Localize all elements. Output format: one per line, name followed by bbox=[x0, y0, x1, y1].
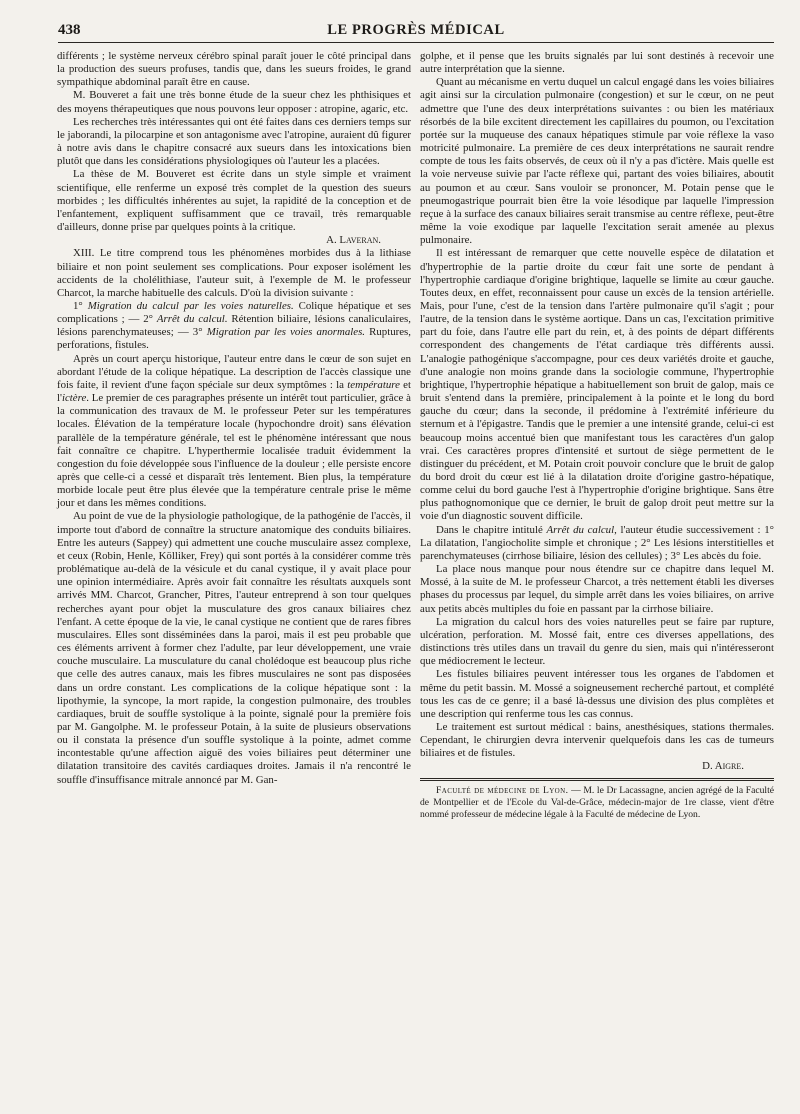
page-header bbox=[58, 22, 774, 43]
paragraph: golphe, et il pense que les bruits signalés par lui sont destinés à recevoir une autre interprétation que la sienne. bbox=[420, 50, 774, 76]
page-number: 438 bbox=[58, 22, 81, 38]
paragraph: Quant au mécanisme en vertu duquel un calcul engagé dans les voies biliaires agit ainsi sur la circulation pulmonaire (congestion) et sur le cœur, on ne peut admettre que l'une des deux interprétations suivantes : ou bien les matériaux résorbés de la bile excitent directement les capillaires du poumon, ou l'excitation portée sur la muqueuse des canaux hépatiques stimule par voie réflexe la vaso motricité pulmonaire. La première de ces deux interprétations ne saurait rendre compte de tous les faits observés, de ceux où il n'y a pas d'ictère. Mais quelle est la voie nerveuse suivie par l'acte réflexe qui, partant des voies biliaires, aboutit au poumon et au cœur. Sans vouloir se prononcer, M. Potain pense que le pneumogastrique pourrait bien être la voie lésodique par laquelle l'impression reçue à la surface des canaux biliaires serait transmise au centre réflexe, peut-être même la voie exodique par laquelle l'excitation serait amenée au plexus pulmonaire. bbox=[420, 76, 774, 247]
italic-text: ictère bbox=[61, 392, 87, 405]
news-item bbox=[420, 785, 774, 821]
italic-text: Migration du calcul par les voies naturelles. bbox=[87, 299, 294, 312]
paragraph: Au point de vue de la physiologie pathologique, de la pathogénie de l'accès, il importe tout d'abord de connaître la structure anatomique des conduits biliaires. Entre les auteurs (Sappey) qui admettent une couche musculaire assez complexe, et ceux (Robin, Henle, Kölliker, Frey) qui sont portés à la considérer comme très problématique au-delà de la vésicule et du canal cystique, il y avait place pour une opinion intermédiaire. Après avoir fait connaître les résultats auxquels sont arrivés MM. Charcot, Grancher, Pitres, l'auteur entreprend à son tour quelques recherches ayant pour objet la musculature des gros canaux biliaires chez l'enfant. A cette époque de la vie, le canal cystique ne contient que de rares fibres musculaires. Elles sont disséminées dans la paroi, mais il est peu probable que ces éléments arrivent à former chez l'adulte, par leur développement, une vraie couche musculaire. La musculature du canal cholédoque est beaucoup plus riche que celle des autres canaux, mais les fibres musculaires ne sont pas disposées dans un ordre constant. Les complications de la colique hépatique sont : la lipothymie, la syncope, la mort rapide, la congestion pulmonaire, des troubles cardiaques, bruit de souffle systolique à la pointe, signalé pour la première fois par M. Gangolphe. M. le professeur Potain, à la suite de plusieurs observations ou il constata la présence d'un souffle systolique à la pointe, admet comme incontestable qu'une affection aiguë des voies biliaires peut déterminer une dilatation transitoire des cavités cardiaques droites. Jamais il n'a rencontré le souffle d'insuffisance mitrale annoncé par M. Gan- bbox=[57, 510, 411, 786]
paragraph: La migration du calcul hors des voies naturelles peut se faire par rupture, ulcération, perforation. M. Mossé fait, entre ces diverses appellations, des distinctions très utiles dans un travail du genre du sien, mais qui n'intéresseront que médiocrement le lecteur. bbox=[420, 615, 774, 668]
paragraph bbox=[57, 353, 411, 511]
journal-title: LE PROGRÈS MÉDICAL bbox=[327, 22, 505, 38]
division-paragraph bbox=[57, 300, 411, 353]
paragraph: différents ; le système nerveux cérébro spinal paraît jouer le côté principal dans la production des sueurs profuses, tandis que, dans les sueurs froides, le grand sympathique abdominal paraît être en cause. bbox=[57, 50, 411, 89]
text: Après un court aperçu historique, l'auteur entre dans le cœur de son sujet en abordant l'étude de la colique hépatique. La description de l'accès classique une fois faite, il revient d'une façon spéciale sur deux symptômes : la bbox=[57, 352, 411, 391]
news-text: — M. le Dr Lacassagne, ancien agrégé de la Faculté de Montpellier et de l'Ecole du Val-de-Grâce, médecin-major de 1re classe, vient d'être nommé professeur de médecine légale à la Faculté de médecine de Lyon. bbox=[420, 784, 774, 820]
news-heading: Faculté de médecine de Lyon. bbox=[436, 784, 569, 796]
signature: D. Aigre. bbox=[702, 760, 744, 773]
paragraph: M. Bouveret a fait une très bonne étude de la sueur chez les phthisiques et des moyens thérapeutiques que nous pouvons leur opposer : atropine, agaric, etc. bbox=[57, 89, 411, 115]
right-column bbox=[420, 50, 774, 821]
section-divider bbox=[420, 778, 774, 781]
left-column bbox=[57, 50, 411, 787]
paragraph: La place nous manque pour nous étendre sur ce chapitre dans lequel M. Mossé, à la suite de M. le professeur Charcot, a très nettement établi les diverses phases du processus par lequel, du simple arrêt dans les voies biliaires, on arrive aux petits abcès multiples du foie en passant par la cirrhose biliaire. bbox=[420, 563, 774, 615]
text: 1° bbox=[73, 299, 83, 312]
text: et l' bbox=[57, 378, 411, 405]
paragraph: Il est intéressant de remarquer que cette nouvelle espèce de dilatation et d'hypertrophie de la partie droite du cœur fait une sorte de pendant à l'hypertrophie cardiaque d'origine brightique, laquelle se limite au cœur gauche. Toutes deux, en effet, reconnaissent pour cause un excès de la tension artérielle. Mais, pour l'une, c'est de la tension dans l'artère pulmonaire qu'il s'agit ; pour l'autre, de la tension dans le système aortique. Dans un cas, l'excitation primitive part du foie, dans l'autre elle part du rein, et, à des points de départ différents correspondent des changements de l'état cardiaque très différents aussi. L'analogie pathogénique s'accompagne, pour ces deux variétés droite et gauche, d'une analogie non moins grande dans la sociologie commune, l'hypertrophie brightique, l'hypertrophie hépatique a habituellement son bruit de galop, mais ce bruit s'entend dans la première, principalement à la pointe et le long du bord gauche du cœur; dans la seconde, il prédomine à l'extrémité inférieure du sternum et à l'épigastre. Tandis que le premier a une intensité grande, celui-ci est beaucoup moins accentué bien que manifestant tous les caractères d'un galop vrai. Ces caractères propres d'intensité et surtout de siège permettent de le distinguer du précédent, et M. Potain croit pouvoir conclure que le bruit de galop du bord droit du cœur est lié à la dilatation droite d'origine gastro-hépatique, comme celui du bord gauche l'est à l'hypertrophie d'origine brightique. Sans être plus pathognomonique que ce dernier, le bruit de galop droit peut mettre sur la voie d'un diagnostic souvent difficile. bbox=[420, 247, 774, 523]
text: Ruptures, perforations, fistules. bbox=[57, 326, 411, 352]
text: . Le premier de ces paragraphes présente un intérêt tout particulier, grâce à la communication des travaux de M. le professeur Peter sur les températures locales. Élévation de la température locale (hypochondre droit) sans élévation parallèle de la température générale, tel est le phénomène intéressant que nous fait connaître ce chapitre. L'hyperthermie localisée traduit évidemment la congestion du foie développée sous l'influence de la douleur ; elle persiste encore après que celle-ci a cessé et disparaît très lentement. Bien plus, la température morbide locale peut être plus élevée que la température centrale prise le même jour et dans les mêmes conditions. bbox=[57, 392, 411, 510]
paragraph bbox=[420, 524, 774, 563]
paragraph: Les fistules biliaires peuvent intéresser tous les organes de l'abdomen et même du petit bassin. M. Mossé a soigneusement recherché partout, et complété tous les cas de ce genre; il a basé là-dessus une division des plus complètes et une description qui renferme tous les cas connus. bbox=[420, 668, 774, 720]
signature: A. Laveran. bbox=[326, 234, 381, 247]
text: , l'auteur étudie successivement : 1° La dilatation, l'angiocholite simple et chronique ; 2° Les lésions interstitielles et parenchymateuses (cirrhose biliaire, lésion des cellules) ; 3° Les abcès du foie. bbox=[420, 523, 774, 562]
italic-text: Migration par les voies anormales. bbox=[206, 326, 365, 339]
italic-text: température bbox=[347, 378, 400, 391]
paragraph: XIII. Le titre comprend tous les phénomènes morbides dus à la lithiase biliaire et non point seulement ses complications. Pour exposer isolément les accidents de la cholélithiase, l'auteur suit, à l'exemple de M. le professeur Charcot, la marche habituelle des calculs. D'où la division suivante : bbox=[57, 247, 411, 299]
paragraph: La thèse de M. Bouveret est écrite dans un style simple et vraiment scientifique, elle renferme un exposé très complet de la question des sueurs morbides ; les difficultés inhérentes au sujet, la rapidité de la conception et de l'enfantement, expliquent suffisamment que ce travail, très remarquable d'ailleurs, donne prise par quelques points à la critique. bbox=[57, 168, 411, 234]
text: Rétention biliaire, lésions canaliculaires, lésions parenchymateuses; — 3° bbox=[57, 313, 411, 339]
text: Colique hépatique et ses complications ; — 2° bbox=[57, 299, 411, 326]
italic-text: Arrêt du calcul bbox=[546, 523, 615, 536]
paragraph: Le traitement est surtout médical : bains, anesthésiques, stations thermales. Cependant, le chirurgien devra intervenir quelquefois dans les cas de tumeurs biliaires et de fistules. bbox=[420, 720, 774, 760]
italic-text: Arrêt du calcul. bbox=[156, 313, 228, 326]
text: Dans le chapitre intitulé bbox=[436, 523, 543, 536]
paragraph: Les recherches très intéressantes qui ont été faites dans ces derniers temps sur le jaborandi, la pilocarpine et son antagonisme avec l'atropine, auraient dû figurer à notre avis dans le chapitre consacré aux sueurs dans les intoxications bien plutôt que dans les considérations physiologiques où l'auteur les a placées. bbox=[57, 115, 411, 168]
